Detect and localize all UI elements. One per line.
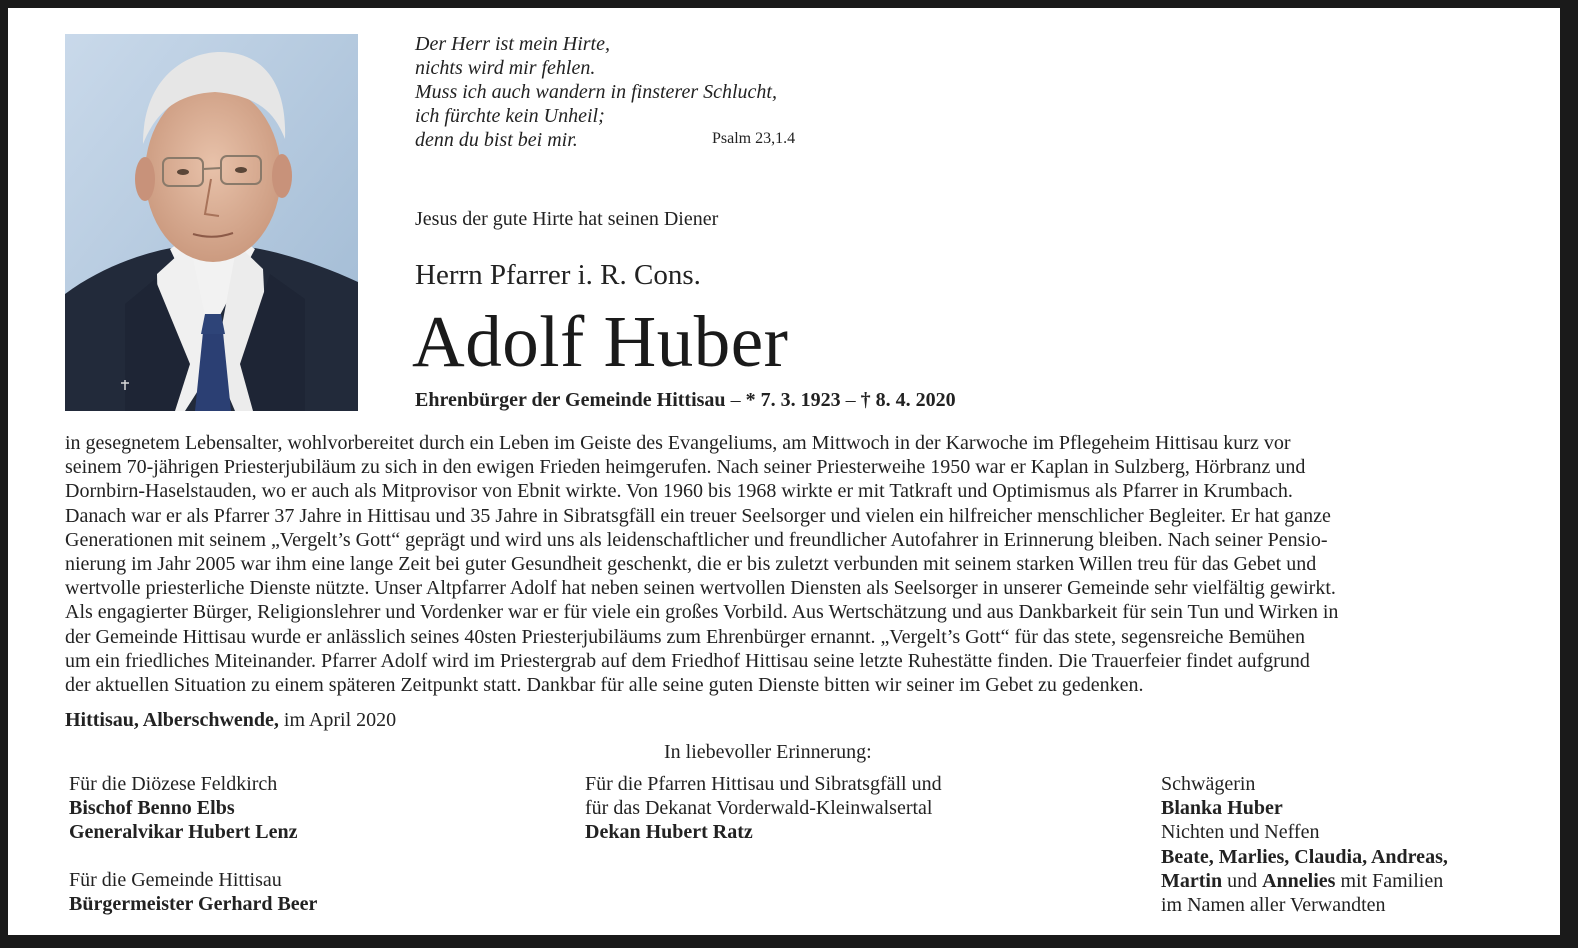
signature-label: Nichten und Neffen	[1161, 821, 1320, 844]
body-line: der aktuellen Situation zu einem späteren Zeitpunkt statt. Dankbar für alle seine guten Dienste bitten wir seiner im Gebet zu gedenken.	[65, 674, 1144, 697]
honor-separator: –	[840, 389, 861, 411]
signatures-municipality	[69, 868, 317, 916]
honor-label: Ehrenbürger der Gemeinde Hittisau	[415, 389, 726, 411]
body-line: wertvolle priesterliche Dienste nützte. Unser Altpfarrer Adolf hat neben seinen wertvollen Diensten als Seelsorger in unserer Gemeinde sehr vielfältig gewirkt.	[65, 577, 1336, 600]
obituary-body	[65, 431, 1505, 697]
psalm-line: nichts wird mir fehlen.	[415, 57, 596, 79]
portrait-photo	[65, 34, 358, 411]
body-line: Als engagierter Bürger, Religionslehrer und Vordenker war er für viele ein großes Vorbild. Aus Wertschätzung und aus Dankbarkeit für sein Tun und Wirken in	[65, 601, 1339, 624]
signature-closing: im Namen aller Verwandten	[1161, 894, 1386, 917]
body-line: Danach war er als Pfarrer 37 Jahre in Hittisau und 35 Jahre in Sibratsgfäll ein treuer Seelsorger und vielen ein hilfreicher menschlicher Begleiter. Er hat ganze	[65, 504, 1331, 527]
signatures-diocese	[69, 772, 298, 845]
signature-name: Beate, Marlies, Claudia, Andreas,	[1161, 845, 1448, 868]
body-line: der Gemeinde Hittisau wurde er anlässlich seines 40sten Priesterjubiläums zum Ehrenbürger ernannt. „Vergelt’s Gott“ für das stete, segensreiche Bemühen	[65, 625, 1305, 648]
signature-name: Annelies	[1262, 869, 1336, 892]
psalm-line: denn du bist bei mir.	[415, 129, 578, 151]
place-month: im April 2020	[278, 709, 397, 731]
body-line: nierung im Jahr 2005 war ihm eine lange Zeit bei guter Gesundheit geschenkt, die er bis zuletzt verbunden mit seinem starken Willen treu für das Gebet und	[65, 553, 1317, 576]
memory-heading: In liebevoller Erinnerung:	[664, 741, 872, 763]
signature-name: Blanka Huber	[1161, 797, 1283, 820]
body-line: um ein friedliches Miteinander. Pfarrer Adolf wird im Priestergrab auf dem Friedhof Hittisau seine letzte Ruhestätte finden. Die Trauerfeier findet aufgrund	[65, 649, 1310, 672]
psalm-line: Muss ich auch wandern in finsterer Schlucht,	[415, 81, 777, 103]
honor-separator: –	[725, 389, 746, 411]
signature-label: Für die Diözese Feldkirch	[69, 773, 278, 795]
honor-line	[415, 389, 956, 412]
signature-label: Für die Pfarren Hittisau und Sibratsgfäll und	[585, 773, 942, 795]
signature-conjunction: und	[1222, 869, 1263, 892]
portrait-image	[65, 34, 358, 411]
body-line: Generationen mit seinem „Vergelt’s Gott“ geprägt und wird uns als leidenschaftlicher und freundlicher Autofahrer in Erinnerung bleiben. Nach seiner Pensio-	[65, 528, 1328, 551]
birth-date: * 7. 3. 1923	[745, 389, 841, 411]
signature-label: für das Dekanat Vorderwald-Kleinwalsertal	[585, 797, 933, 820]
death-date: † 8. 4. 2020	[860, 389, 956, 411]
obituary-page	[8, 8, 1560, 935]
signature-name: Bischof Benno Elbs	[69, 797, 235, 820]
intro-text: Jesus der gute Hirte hat seinen Diener	[415, 208, 719, 230]
signature-suffix: mit Familien	[1335, 869, 1444, 892]
body-line: in gesegnetem Lebensalter, wohlvorbereitet durch ein Leben im Geiste des Evangeliums, am Mittwoch in der Karwoche im Pflegeheim Hittisau kurz vor	[65, 432, 1291, 454]
body-line: Dornbirn-Haselstauden, wo er auch als Mitprovisor von Ebnit wirkte. Von 1960 bis 1968 wirkte er mit Tatkraft und Optimismus als Pfarrer in Krumbach.	[65, 480, 1293, 503]
place-names: Hittisau, Alberschwende,	[65, 709, 279, 731]
deceased-title: Herrn Pfarrer i. R. Cons.	[415, 259, 701, 291]
signature-label: Schwägerin	[1161, 773, 1256, 795]
body-line: seinem 70-jährigen Priesterjubiläum zu sich in den ewigen Frieden heimgerufen. Nach seiner Priesterweihe 1950 war er Kaplan in Sulzberg, Hörbranz und	[65, 456, 1306, 479]
signature-name: Dekan Hubert Ratz	[585, 821, 753, 844]
signature-label: Für die Gemeinde Hittisau	[69, 869, 282, 891]
signatures-parishes	[585, 772, 942, 845]
psalm-reference: Psalm 23,1.4	[712, 130, 796, 147]
signature-name: Bürgermeister Gerhard Beer	[69, 893, 318, 916]
psalm-line: Der Herr ist mein Hirte,	[415, 33, 610, 55]
signature-names-line	[1161, 869, 1448, 893]
signature-name: Martin	[1161, 869, 1223, 892]
signatures-family	[1161, 772, 1448, 917]
signature-name: Generalvikar Hubert Lenz	[69, 821, 298, 844]
place-date	[65, 709, 396, 732]
deceased-name: Adolf Huber	[412, 301, 789, 382]
psalm-line: ich fürchte kein Unheil;	[415, 105, 605, 127]
